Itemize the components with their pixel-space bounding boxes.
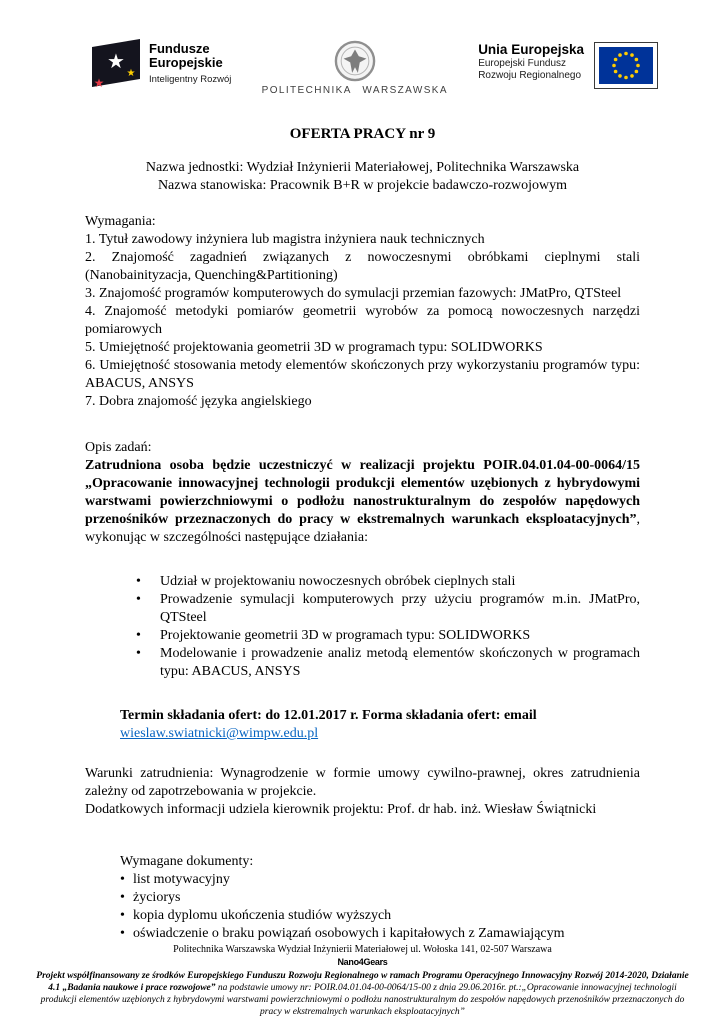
svg-text:★: ★ bbox=[93, 76, 105, 88]
conditions-paragraph: Warunki zatrudnienia: Wynagrodzenie w formie umowy cywilno-prawnej, okres zatrudnienia zależny od zapotrzebowania w projekcie. bbox=[85, 766, 640, 799]
tasks-list bbox=[130, 573, 640, 681]
nano4gears-brand: Nano4Gears bbox=[337, 957, 388, 967]
fe-logo-subtitle: Inteligentny Rozwój bbox=[149, 74, 232, 85]
tasks-heading: Opis zadań: bbox=[85, 440, 152, 455]
requirement-item: 1. Tytuł zawodowy inżyniera lub magistra inżyniera nauk technicznych bbox=[85, 232, 485, 247]
footer-address: Politechnika Warszawska Wydział Inżynierii Materiałowej ul. Wołoska 141, 02-507 Warszawa bbox=[173, 944, 552, 955]
document-item: • kopia dyplomu ukończenia studiów wyższych bbox=[120, 907, 640, 925]
fundusze-europejskie-logo bbox=[91, 38, 231, 88]
pw-emblem-icon bbox=[334, 40, 376, 82]
fe-logo-text bbox=[149, 38, 231, 85]
footer bbox=[33, 943, 692, 1018]
requirement-item: 3. Znajomość programów komputerowych do symulacji przemian fazowych: JMatPro, QTSteel bbox=[85, 286, 622, 301]
unia-europejska-logo bbox=[478, 38, 658, 89]
eu-logo-text bbox=[478, 42, 584, 82]
email-link[interactable]: wieslaw.swiatnicki@wimpw.edu.pl bbox=[120, 726, 319, 741]
svg-text:★: ★ bbox=[107, 51, 125, 73]
fe-flag-icon bbox=[91, 38, 141, 88]
svg-text:★: ★ bbox=[126, 68, 136, 79]
eu-logo-line2: Europejski Fundusz bbox=[478, 58, 567, 69]
requirement-item: 5. Umiejętność projektowania geometrii 3D w programach typu: SOLIDWORKS bbox=[85, 340, 543, 355]
position-line: Nazwa stanowiska: Pracownik B+R w projekcie badawczo-rozwojowym bbox=[157, 178, 568, 193]
requirement-item: 2. Znajomość zagadnień związanych z nowoczesnymi obróbkami cieplnymi stali (Nanobainityzacja, Quenching&Partitioning) bbox=[85, 250, 640, 283]
documents-heading: Wymagane dokumenty: bbox=[120, 854, 254, 869]
requirement-item: 6. Umiejętność stosowania metody elementów skończonych przy wykorzystaniu programów typu: ABACUS, ANSYS bbox=[85, 358, 640, 391]
footer-disclaimer-rest: na podstawie umowy nr: POIR.04.01.04-00-0064/15-00 z dnia 29.06.2016r. pt.:„Opracowanie innowacyjnej technologii produkcji elementów uzębionych z hybrydowymi warstwami powierzchniowymi o podłożu nanostrukturalnym do zespołów napędowych przenośników przeznaczonych do pracy w ekstremalnych warunkach eksploatacyjnych” bbox=[40, 983, 685, 1017]
footer-disclaimer-bold: Projekt współfinansowany ze środków Europejskiego Funduszu Rozwoju Regionalnego w ramach Programu Operacyjnego Innowacyjny Rozwój 2014-2020, Działanie 4.1 „Badania naukowe i prace rozwojowe” bbox=[36, 971, 689, 993]
documents-list bbox=[120, 871, 640, 943]
politechnika-warszawska-logo bbox=[262, 40, 448, 96]
unit-line: Nazwa jednostki: Wydział Inżynierii Materiałowej, Politechnika Warszawska bbox=[145, 160, 580, 175]
tasks-intro bbox=[85, 457, 640, 547]
document-item: • list motywacyjny bbox=[120, 871, 640, 889]
tasks-intro-rest: , wykonując w szczególności następujące działania: bbox=[85, 512, 640, 545]
header-lines bbox=[85, 159, 640, 195]
task-item: • Prowadzenie symulacji komputerowych przy użyciu programów m.in. JMatPro, QTSteel bbox=[130, 591, 640, 627]
eu-flag-icon bbox=[594, 42, 658, 89]
logo-header bbox=[91, 38, 658, 100]
pw-caption: POLITECHNIKA WARSZAWSKA bbox=[261, 85, 448, 96]
task-item: • Modelowanie i prowadzenie analiz metodą elementów skończonych w programach typu: ABACUS, ANSYS bbox=[130, 645, 640, 681]
requirement-item: 7. Dobra znajomość języka angielskiego bbox=[85, 394, 312, 409]
requirements-heading: Wymagania: bbox=[85, 214, 156, 229]
eu-logo-line1: Unia Europejska bbox=[478, 42, 584, 57]
eu-logo-line3: Rozwoju Regionalnego bbox=[478, 70, 582, 81]
task-item: • Projektowanie geometrii 3D w programach typu: SOLIDWORKS bbox=[130, 627, 640, 645]
tasks-intro-bold: Zatrudniona osoba będzie uczestniczyć w realizacji projektu POIR.04.01.04-00-0064/15 „Opracowanie innowacyjnej technologii produkcji elementów uzębionych z hybrydowymi warstwami powierzchniowymi o podłożu nanostrukturalnym do zespołów napędowych przenośników przeznaczonych do pracy w ekstremalnych warunkach eksploatacyjnych” bbox=[85, 458, 640, 527]
document-item: • oświadczenie o braku powiązań osobowych i kapitałowych z Zamawiającym bbox=[120, 925, 640, 943]
footer-disclaimer bbox=[33, 970, 692, 1018]
requirement-item: 4. Znajomość metodyki pomiarów geometrii wyrobów za pomocą nowoczesnych narzędzi pomiarowych bbox=[85, 304, 640, 337]
fe-logo-line1: Fundusze bbox=[149, 41, 210, 56]
contact-line: Dodatkowych informacji udziela kierownik projektu: Prof. dr hab. inż. Wiesław Świątnicki bbox=[85, 802, 597, 817]
deadline-line: Termin składania ofert: do 12.01.2017 r. Forma składania ofert: email bbox=[120, 708, 537, 723]
fe-logo-line2: Europejskie bbox=[149, 55, 223, 70]
task-item: • Udział w projektowaniu nowoczesnych obróbek cieplnych stali bbox=[130, 573, 640, 591]
deadline-block bbox=[120, 707, 640, 743]
document-item: • życiorys bbox=[120, 889, 640, 907]
page-title: OFERTA PRACY nr 9 bbox=[289, 126, 436, 142]
